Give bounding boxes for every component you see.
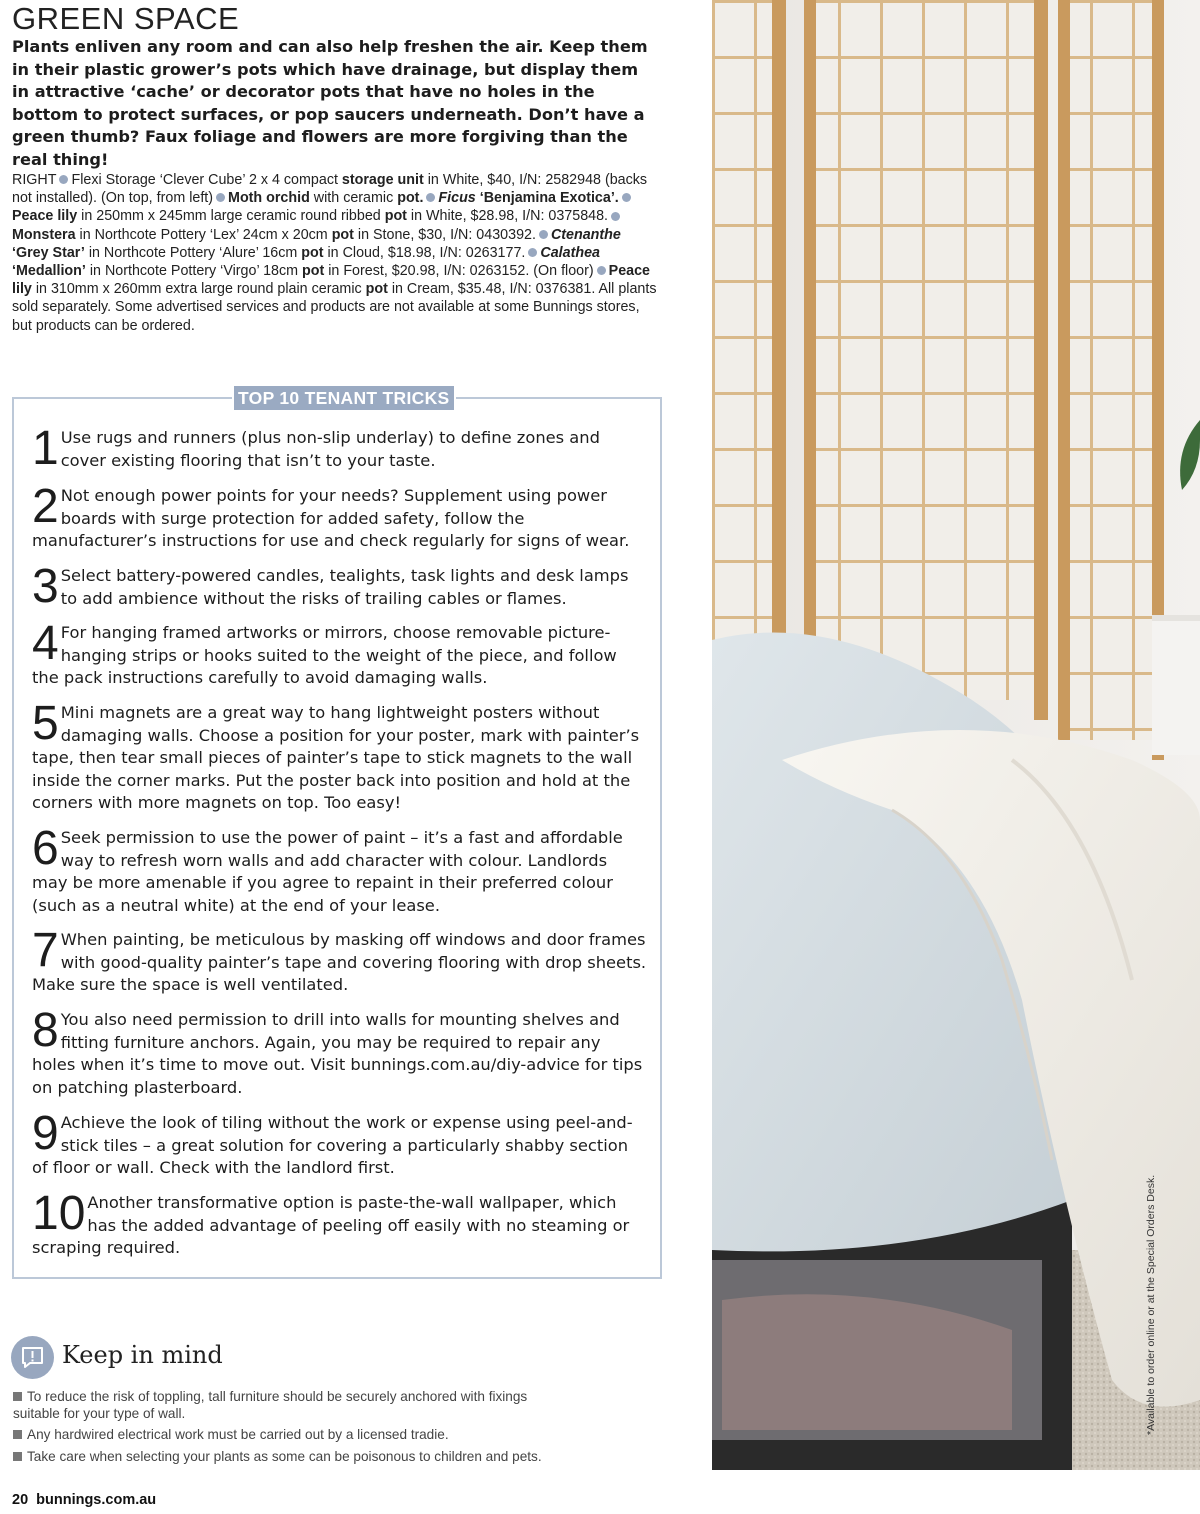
- trick-number: 6: [32, 822, 59, 875]
- keep-item: [13, 1427, 573, 1444]
- caption-text: in Northcote Pottery ‘Virgo’ 18cm: [85, 263, 303, 280]
- caption-text: in White, $28.98, I/N: 0375848.: [406, 208, 609, 225]
- caption-bold: Peace lily: [12, 208, 78, 225]
- bullet-square-icon: [13, 1452, 22, 1461]
- caption-text: in Forest, $20.98, I/N: 0263152. (On floor): [324, 263, 594, 280]
- caption-bold-italic: Ficus: [438, 190, 476, 207]
- trick-text: Another transformative option is paste-the-wall wallpaper, which has the added advantage of peeling off easily with no steaming or scraping required.: [32, 1193, 630, 1258]
- caption-bold-italic: Ctenanthe: [550, 226, 621, 243]
- trick-text: Mini magnets are a great way to hang lightweight posters without damaging walls. Choose a position for your poster, mark with painter’s tape, then tear small pieces of painter’s tape to stick magnets to the wall inside the corner marks. Put the poster back into position and hold at the corners with more magnets on top. Too easy!: [32, 703, 640, 813]
- trick-text: Achieve the look of tiling without the work or expense using peel-and-stick tiles – a great solution for covering a particularly shabby section of floor or wall. Check with the landlord first.: [32, 1113, 633, 1178]
- page-number: 20: [12, 1492, 29, 1508]
- trick-item: [32, 1187, 647, 1260]
- bullet-square-icon: [13, 1392, 22, 1401]
- trick-item: [32, 422, 647, 475]
- keep-in-mind-title: Keep in mind: [62, 1341, 223, 1369]
- caption-right-label: RIGHT: [12, 172, 57, 188]
- exclamation-speech-icon: [11, 1336, 54, 1379]
- bullet-dot-icon: [216, 193, 225, 202]
- trick-number: 10: [32, 1187, 86, 1240]
- caption-bold: pot: [365, 281, 388, 298]
- caption-bold: Peace lily: [12, 263, 650, 298]
- bullet-dot-icon: [597, 266, 606, 275]
- caption-bold: ‘Benjamina Exotica’.: [475, 190, 619, 207]
- caption-bold: pot.: [397, 190, 424, 207]
- trick-item: [32, 1107, 647, 1180]
- bullet-dot-icon: [622, 193, 631, 202]
- caption-text: in 250mm x 245mm large ceramic round ribbed: [77, 208, 385, 225]
- trick-text: You also need permission to drill into walls for mounting shelves and fitting furniture anchors. Again, you may be required to repair any holes when it’s time to move out. Visit bunnings.com.au/diy-advice for tips on patching plasterboard.: [32, 1010, 643, 1097]
- footer-site-link[interactable]: bunnings.com.au: [36, 1492, 157, 1508]
- caption-text: in White, $40, I/N: 2582948 (backs not installed). (On top, from left): [12, 172, 648, 207]
- bedroom-photo: [712, 0, 1200, 1470]
- keep-item: [13, 1389, 573, 1422]
- photo-caption: [12, 171, 657, 335]
- trick-text: Seek permission to use the power of paint – it’s a fast and affordable way to refresh worn walls and add character with colour. Landlords may be more amenable if you agree to repaint in their preferred colour (such as a neutral white) at the end of your lease.: [32, 828, 623, 915]
- keep-item-text: Any hardwired electrical work must be carried out by a licensed tradie.: [27, 1427, 449, 1442]
- trick-item: [32, 560, 647, 613]
- caption-text: in Stone, $30, I/N: 0430392.: [353, 226, 536, 243]
- caption-bold: storage unit: [341, 172, 424, 188]
- trick-number: 4: [32, 617, 59, 670]
- footer: [12, 1492, 156, 1508]
- intro-paragraph: Plants enliven any room and can also help freshen the air. Keep them in their plastic grower’s pots which have drainage, but display them in attractive ‘cache’ or decorator pots that have no holes in the bottom to protect surfaces, or pop saucers underneath. Don’t have a green thumb? Faux foliage and flowers are more forgiving than the real thing!: [12, 37, 648, 169]
- keep-item-text: To reduce the risk of toppling, tall furniture should be securely anchored with fixings suitable for your type of wall.: [13, 1389, 528, 1421]
- caption-bold-italic: Calathea: [540, 244, 600, 261]
- trick-item: [32, 924, 647, 997]
- caption-text: in Northcote Pottery ‘Alure’ 16cm: [84, 244, 302, 261]
- caption-text: in Cream, $35.48, I/N: 0376381. All plants sold separately. Some advertised services and products are not available at some Bunnings stores, but products can be ordered.: [12, 281, 657, 334]
- trick-text: Not enough power points for your needs? Supplement using power boards with surge protection for added safety, follow the manufacturer’s instructions for use and check regularly for signs of wear.: [32, 486, 630, 551]
- trick-item: [32, 1004, 647, 1099]
- bullet-dot-icon: [59, 175, 68, 184]
- section-title: GREEN SPACE: [12, 1, 240, 36]
- caption-bold: pot: [302, 263, 325, 280]
- caption-text: with ceramic: [309, 190, 398, 207]
- trick-item: [32, 822, 647, 917]
- bullet-dot-icon: [528, 248, 537, 257]
- trick-number: 2: [32, 480, 59, 533]
- trick-number: 3: [32, 560, 59, 613]
- trick-number: 7: [32, 924, 59, 977]
- caption-bold: Moth orchid: [228, 190, 310, 207]
- trick-number: 1: [32, 422, 59, 475]
- caption-text: Flexi Storage ‘Clever Cube’ 2 x 4 compact: [71, 172, 342, 188]
- trick-item: [32, 697, 647, 815]
- caption-bold: pot: [301, 244, 324, 261]
- keep-item: [13, 1449, 573, 1466]
- caption-text: in Northcote Pottery ‘Lex’ 24cm x 20cm: [75, 226, 332, 243]
- caption-text: in Cloud, $18.98, I/N: 0263177.: [323, 244, 526, 261]
- caption-bold: Monstera: [12, 226, 76, 243]
- trick-text: Use rugs and runners (plus non-slip underlay) to define zones and cover existing flooring that isn’t to your taste.: [60, 428, 600, 470]
- trick-item: [32, 617, 647, 690]
- bullet-dot-icon: [539, 230, 548, 239]
- trick-number: 8: [32, 1004, 59, 1057]
- trick-text: When painting, be meticulous by masking off windows and door frames with good-quality painter’s tape and covering flooring with drop sheets. Make sure the space is well ventilated.: [32, 930, 647, 995]
- bullet-square-icon: [13, 1430, 22, 1439]
- bullet-dot-icon: [426, 193, 435, 202]
- caption-bold: ‘Grey Star’: [12, 244, 85, 261]
- trick-number: 9: [32, 1107, 59, 1160]
- caption-bold: pot: [331, 226, 354, 243]
- trick-text: For hanging framed artworks or mirrors, choose removable picture-hanging strips or hooks suited to the weight of the piece, and follow the pack instructions carefully to avoid damaging walls.: [32, 623, 617, 688]
- trick-text: Select battery-powered candles, tealights, task lights and desk lamps to add ambience without the risks of trailing cables or flames.: [60, 566, 629, 608]
- caption-bold: ‘Medallion’: [12, 263, 86, 280]
- trick-item: [32, 480, 647, 553]
- bedroom-photo-illustration: [712, 0, 1200, 1470]
- photo-side-note: [1141, 1165, 1163, 1435]
- tricks-title: TOP 10 TENANT TRICKS: [232, 386, 456, 410]
- keep-item-text: Take care when selecting your plants as some can be poisonous to children and pets.: [27, 1449, 542, 1464]
- bullet-dot-icon: [611, 212, 620, 221]
- side-note-text: *Available to order online or at the Special Orders Desk.: [1145, 1174, 1157, 1435]
- trick-number: 5: [32, 697, 59, 750]
- caption-text: in 310mm x 260mm extra large round plain ceramic: [31, 281, 366, 298]
- caption-bold: pot: [384, 208, 407, 225]
